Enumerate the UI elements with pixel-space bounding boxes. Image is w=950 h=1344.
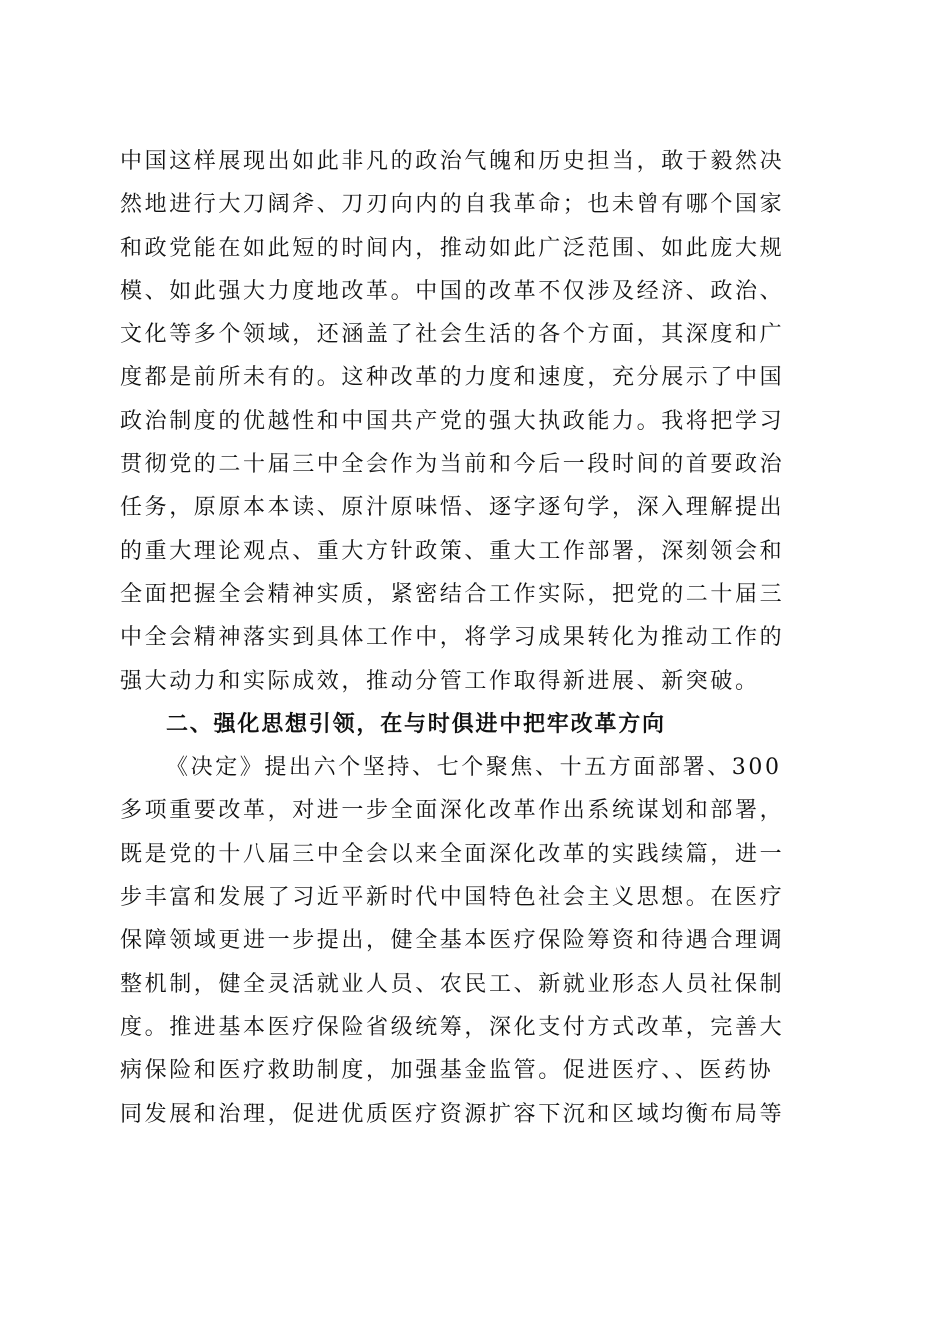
paragraph-line: 然地进行大刀阔斧、刀刃向内的自我革命；也未曾有哪个国家: [120, 192, 785, 218]
paragraph-line: 全面把握全会精神实质，紧密结合工作实际，把党的二十届三: [120, 581, 785, 607]
section-heading: 二、强化思想引领，在与时俱进中把牢改革方向: [166, 711, 666, 737]
paragraph-line: 中国这样展现出如此非凡的政治气魄和历史担当，敢于毅然决: [120, 149, 785, 174]
paragraph-line: 贯彻党的二十届三中全会作为当前和今后一段时间的首要政治: [120, 452, 785, 478]
paragraph-line: 度都是前所未有的。这种改革的力度和速度，充分展示了中国: [120, 365, 785, 391]
paragraph-line: 同发展和治理，促进优质医疗资源扩容下沉和区域均衡布局等: [120, 1101, 785, 1127]
paragraph-line: 任务，原原本本读、原汁原味悟、逐字逐句学，深入理解提出: [120, 495, 785, 521]
paragraph-line: 和政党能在如此短的时间内，推动如此广泛范围、如此庞大规: [120, 235, 785, 261]
paragraph-line: 既是党的十八届三中全会以来全面深化改革的实践续篇，进一: [120, 841, 785, 867]
paragraph-line: 强大动力和实际成效，推动分管工作取得新进展、新突破。: [120, 668, 760, 694]
paragraph-line: 度。推进基本医疗保险省级统筹，深化支付方式改革，完善大: [120, 1014, 785, 1040]
document-body: [120, 140, 840, 1136]
paragraph-line: 中全会精神落实到具体工作中，将学习成果转化为推动工作的: [120, 625, 785, 651]
paragraph-line: 步丰富和发展了习近平新时代中国特色社会主义思想。在医疗: [120, 885, 785, 911]
paragraph-line: 病保险和医疗救助制度，加强基金监管。促进医疗、、医药协: [120, 1058, 774, 1084]
paragraph-line: 保障领域更进一步提出，健全基本医疗保险筹资和待遇合理调: [120, 928, 785, 954]
paragraph-line: 模、如此强大力度地改革。中国的改革不仅涉及经济、政治、: [120, 278, 785, 304]
paragraph-line: 多项重要改革，对进一步全面深化改革作出系统谋划和部署，: [120, 798, 785, 824]
paragraph-line: 政治制度的优越性和中国共产党的强大执政能力。我将把学习: [120, 408, 785, 434]
paragraph-line: 整机制，健全灵活就业人员、农民工、新就业形态人员社保制: [120, 971, 785, 997]
paragraph-line: 《决定》提出六个坚持、七个聚焦、十五方面部署、300: [166, 755, 782, 781]
paragraph-line: 文化等多个领域，还涵盖了社会生活的各个方面，其深度和广: [120, 322, 785, 348]
paragraph-line: 的重大理论观点、重大方针政策、重大工作部署，深刻领会和: [120, 538, 785, 564]
